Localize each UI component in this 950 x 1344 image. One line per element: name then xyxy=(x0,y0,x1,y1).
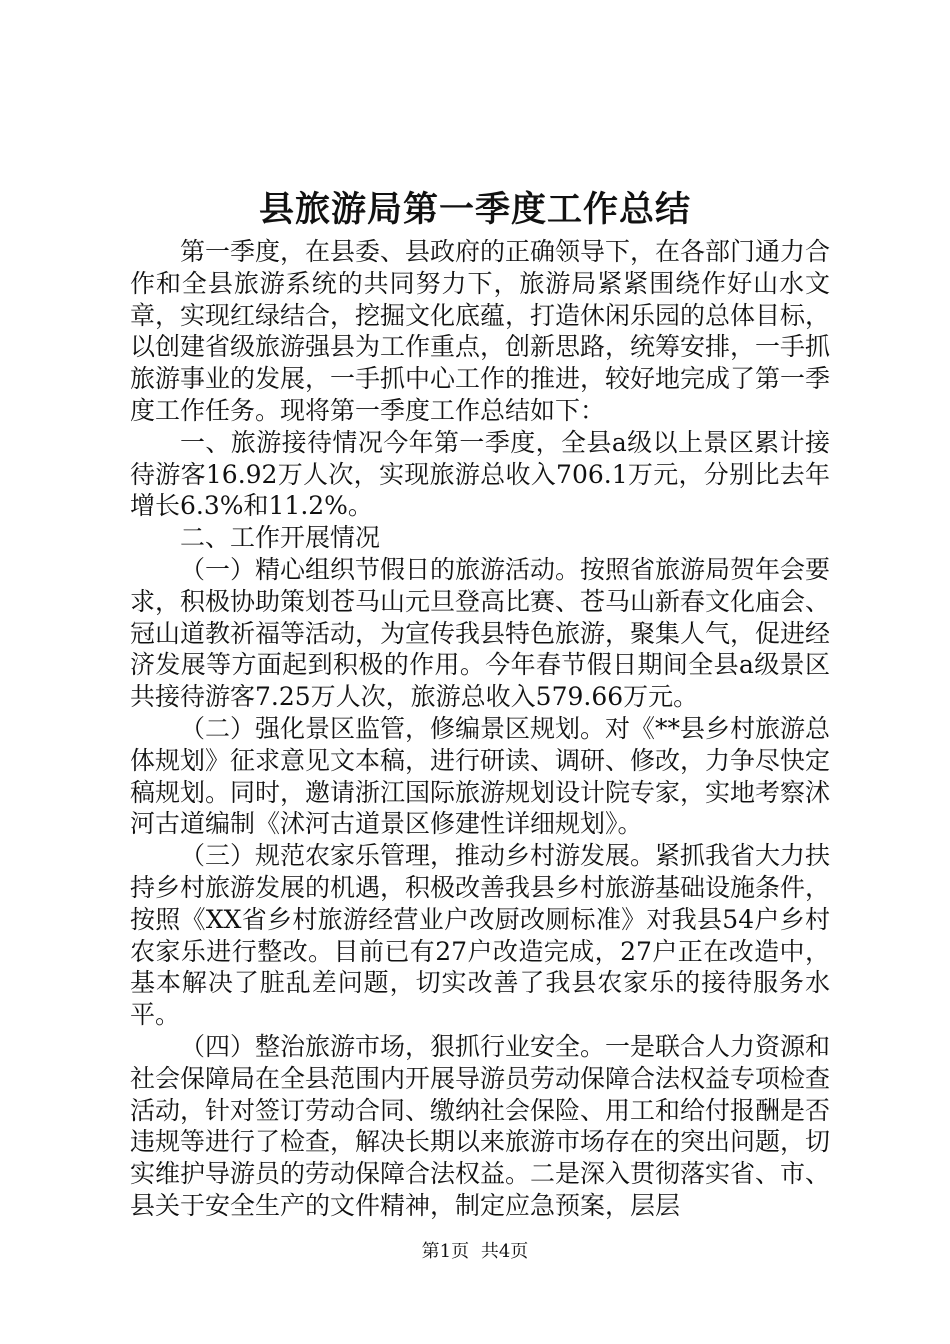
document-body xyxy=(130,236,830,1222)
document-title: 县旅游局第一季度工作总结 xyxy=(258,189,691,230)
paragraph-reception: 一、旅游接待情况今年第一季度，全县a级以上景区累计接待游客16.92万人次，实现旅游总收入706.1万元，分别比去年增长6.3%和11.2%。 xyxy=(130,427,830,521)
paragraph-market-safety: （四）整治旅游市场，狠抓行业安全。一是联合人力资源和社会保障局在全县范围内开展导游员劳动保障合法权益专项检查活动，针对签订劳动合同、缴纳社会保险、用工和给付报酬是否违规等进行了检查，解决长期以来旅游市场存在的突出问题，切实维护导游员的劳动保障合法权益。二是深入贯彻落实省、市、县关于安全生产的文件精神，制定应急预案，层层 xyxy=(130,1031,831,1220)
paragraph-farm-stay: （三）规范农家乐管理，推动乡村游发展。紧抓我省大力扶持乡村旅游发展的机遇，积极改善我县乡村旅游基础设施条件，按照《XX省乡村旅游经营业户改厨改厕标准》对我县54户乡村农家乐进行整改。目前已有27户改造完成，27户正在改造中，基本解决了脏乱差问题，切实改善了我县农家乐的接待服务水平。 xyxy=(130,841,831,1030)
paragraph-scenic-supervision: （二）强化景区监管，修编景区规划。对《**县乡村旅游总体规划》征求意见文本稿，进行研读、调研、修改，力争尽快定稿规划。同时，邀请浙江国际旅游规划设计院专家，实地考察沭河古道编制《沭河古道景区修建性详细规划》。 xyxy=(130,713,831,839)
paragraph-holiday-activities: （一）精心组织节假日的旅游活动。按照省旅游局贺年会要求，积极协助策划苍马山元旦登高比赛、苍马山新春文化庙会、冠山道教祈福等活动，为宣传我县特色旅游，聚集人气，促进经济发展等方面起到积极的作用。今年春节假日期间全县a级景区共接待游客7.25万人次，旅游总收入579.66万元。 xyxy=(130,554,831,712)
paragraph-intro: 第一季度，在县委、县政府的正确领导下，在各部门通力合作和全县旅游系统的共同努力下，旅游局紧紧围绕作好山水文章，实现红绿结合，挖掘文化底蕴，打造休闲乐园的总体目标，以创建省级旅游强县为工作重点，创新思路，统筹安排，一手抓旅游事业的发展，一手抓中心工作的推进，较好地完成了第一季度工作任务。现将第一季度工作总结如下： xyxy=(130,237,831,425)
page-footer: 第1页 共4页 xyxy=(421,1241,529,1262)
paragraph-heading-work: 二、工作开展情况 xyxy=(180,523,381,553)
